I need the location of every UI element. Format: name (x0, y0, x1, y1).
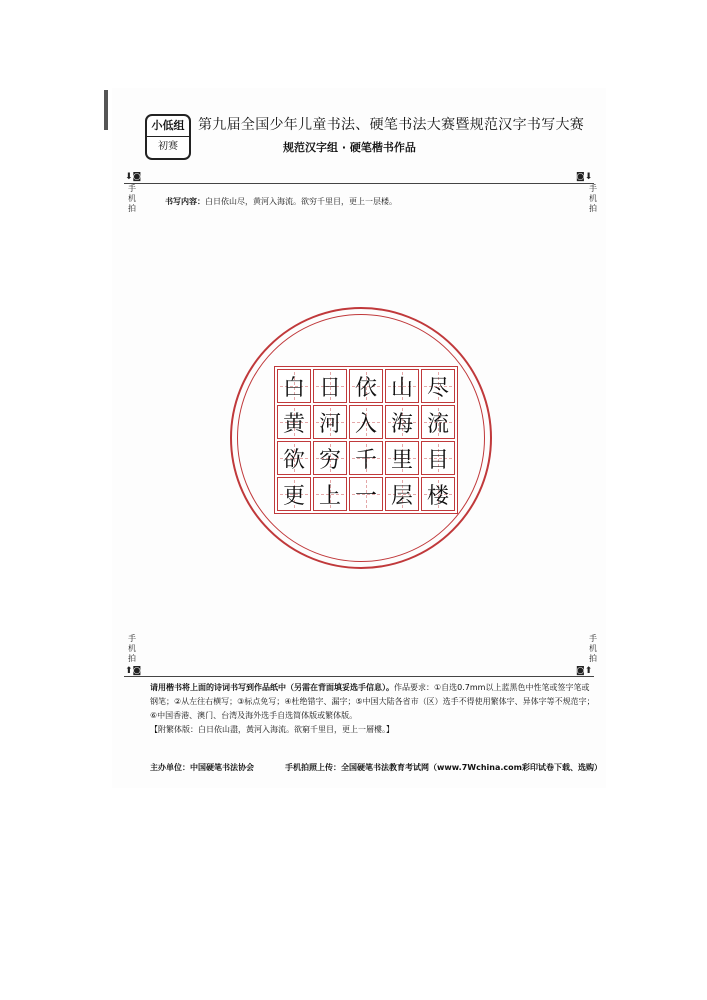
instructions-lead: 请用楷书将上面的诗词书写到作品纸中（另需在背面填妥选手信息）。 (150, 683, 394, 692)
grid-cell: 更 (277, 477, 311, 511)
grid-cell: 一 (349, 477, 383, 511)
instructions-traditional: 【附繁体版：白日依山盡，黃河入海流。欲窮千里目，更上一層樓。】 (150, 725, 394, 734)
writing-content-text: 白日依山尽，黄河入海流。欲穷千里目，更上一层楼。 (205, 197, 397, 206)
grid-cell: 依 (349, 369, 383, 403)
camera-arrow-icon: ⬆◙ (125, 666, 142, 676)
scan-edge-mark (104, 90, 108, 130)
grid-cell: 山 (385, 369, 419, 403)
grid-cell: 千 (349, 441, 383, 475)
writing-content (165, 196, 397, 207)
top-rule (124, 183, 594, 184)
camera-arrow-icon: ◙⬇ (576, 172, 593, 182)
camera-arrow-icon: ⬇◙ (125, 172, 142, 182)
page-title: 第九届全国少年儿童书法、硬笔书法大赛暨规范汉字书写大赛 (198, 117, 585, 133)
group-badge (145, 114, 191, 160)
instructions-requirements: 作品要求：①自选0.7mm以上蓝黑色中性笔或签字笔或钢笔；②从左往右横写；③标点免写；④杜绝错字、漏字；⑤中国大陆各省市（区）选手不得使用繁体字、异体字等不规范字；⑥中国香港、澳门、台湾及海外选手自选简体版或繁体版。 (150, 683, 595, 720)
grid-cell: 层 (385, 477, 419, 511)
grid-cell: 楼 (421, 477, 455, 511)
grid-cell: 白 (277, 369, 311, 403)
footer-upload: 手机拍照上传：全国硬笔书法教育考试网（www.7Wchina.com彩印试卷下载、选购） (285, 763, 602, 772)
grid-cell: 目 (421, 441, 455, 475)
calligraphy-grid (274, 366, 458, 514)
margin-label-bottom-right: 手机拍 (589, 634, 597, 663)
grid-cell: 穷 (313, 441, 347, 475)
page-subtitle: 规范汉字组 · 硬笔楷书作品 (283, 141, 416, 154)
writing-content-label: 书写内容： (165, 197, 205, 206)
grid-cell: 尽 (421, 369, 455, 403)
camera-arrow-icon: ◙⬆ (576, 666, 593, 676)
grid-cell: 里 (385, 441, 419, 475)
grid-cell: 海 (385, 405, 419, 439)
grid-cell: 河 (313, 405, 347, 439)
margin-label-top-right: 手机拍 (589, 184, 597, 213)
grid-cell: 欲 (277, 441, 311, 475)
grid-cell: 入 (349, 405, 383, 439)
instructions-block (150, 681, 596, 737)
footer-organizer: 主办单位：中国硬笔书法协会 (150, 763, 254, 772)
margin-label-top-left: 手机拍 (128, 184, 136, 213)
grid-cell: 黄 (277, 405, 311, 439)
bottom-rule (124, 676, 594, 677)
badge-group-label: 小低组 (147, 116, 189, 137)
grid-cell: 上 (313, 477, 347, 511)
badge-round-label: 初赛 (158, 141, 178, 152)
margin-label-bottom-left: 手机拍 (128, 634, 136, 663)
grid-cell: 流 (421, 405, 455, 439)
grid-cell: 日 (313, 369, 347, 403)
